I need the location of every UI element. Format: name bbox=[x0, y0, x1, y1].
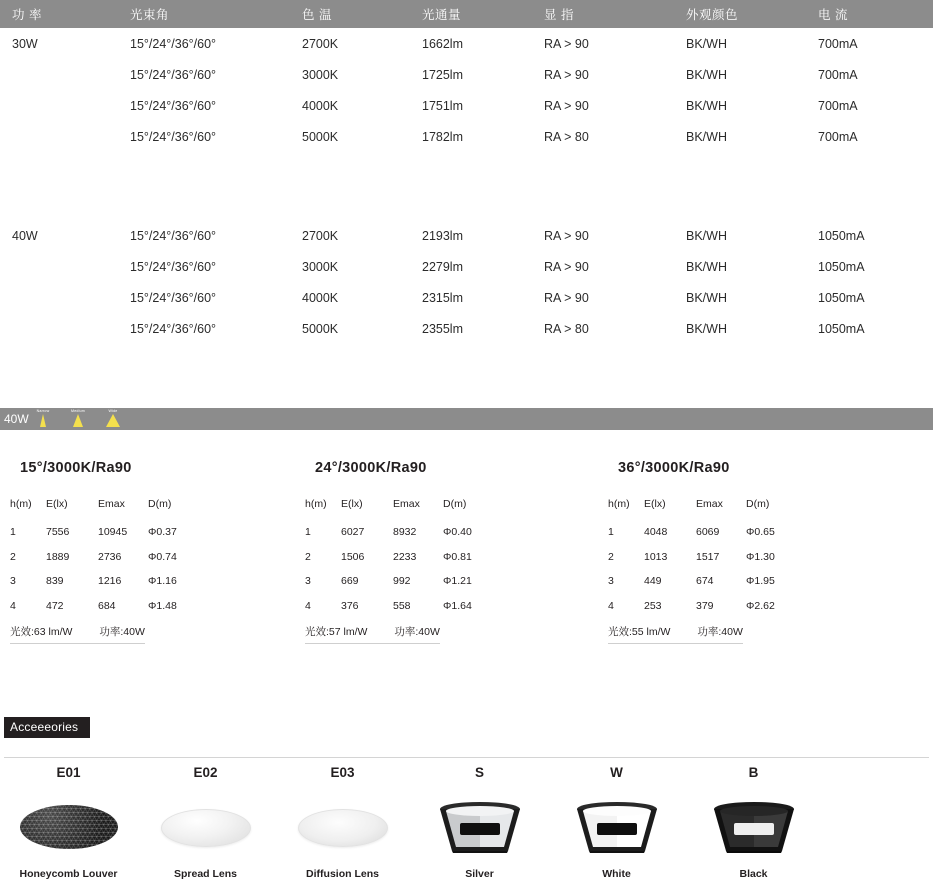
efficacy-summary bbox=[10, 622, 145, 644]
cell-power bbox=[0, 313, 124, 344]
power-value: 40W bbox=[123, 626, 145, 638]
cell-cct: 4000K bbox=[302, 290, 339, 305]
beam-angle-icon-group bbox=[32, 409, 124, 427]
cell-illuminance: 472 bbox=[46, 599, 64, 612]
photometric-title: 15°/3000K/Ra90 bbox=[20, 460, 132, 476]
table-row bbox=[0, 313, 933, 344]
cell-power: 30W bbox=[12, 36, 38, 51]
cone-narrow-shape-icon bbox=[40, 414, 46, 427]
cone-wide-shape-icon bbox=[106, 414, 120, 427]
accessory-code: S bbox=[474, 765, 484, 780]
cell-current: 1050mA bbox=[818, 228, 865, 243]
table-row bbox=[0, 59, 933, 90]
column-header-cct: 色 温 bbox=[300, 0, 420, 28]
cell-diameter: Φ1.16 bbox=[148, 575, 177, 588]
table-group-spacer bbox=[0, 152, 933, 220]
cell-power: 40W bbox=[12, 228, 38, 243]
photometric-header-height: h(m) bbox=[305, 498, 327, 510]
table-row bbox=[0, 121, 933, 152]
accessory-name: Honeycomb Louver bbox=[19, 868, 118, 880]
spacer-cell bbox=[0, 152, 933, 220]
photometric-row bbox=[305, 545, 503, 570]
photometric-row bbox=[305, 594, 503, 619]
photometric-header-emax: Emax bbox=[98, 498, 125, 510]
table-row bbox=[0, 90, 933, 121]
cell-height: 3 bbox=[608, 575, 614, 588]
cell-current: 700mA bbox=[818, 98, 858, 113]
cell-flux: 2315lm bbox=[422, 290, 463, 305]
black-reflector-icon bbox=[712, 801, 796, 855]
photometric-title: 24°/3000K/Ra90 bbox=[315, 460, 427, 476]
cell-emax: 684 bbox=[98, 599, 116, 612]
accessory-code: E02 bbox=[193, 765, 218, 780]
accessory-item-silver[interactable] bbox=[411, 765, 548, 880]
accessory-item-e03[interactable] bbox=[274, 765, 411, 880]
accessory-code: E01 bbox=[56, 765, 81, 780]
spread-lens-icon bbox=[161, 809, 251, 847]
cell-illuminance: 1889 bbox=[46, 550, 70, 563]
cell-color: BK/WH bbox=[686, 98, 727, 113]
photometric-header-illuminance: E(lx) bbox=[644, 498, 666, 510]
efficacy-label: 光效: bbox=[10, 626, 34, 638]
photometric-row bbox=[10, 569, 208, 594]
photometric-header-row bbox=[608, 498, 806, 520]
accessory-artwork bbox=[411, 799, 548, 857]
cell-height: 1 bbox=[305, 526, 311, 539]
cell-current: 700mA bbox=[818, 129, 858, 144]
white-reflector-icon bbox=[575, 801, 659, 855]
efficacy-value: 63 lm/W bbox=[33, 626, 73, 638]
accessory-item-e02[interactable] bbox=[137, 765, 274, 880]
accessory-item-white[interactable] bbox=[548, 765, 685, 880]
cell-beam: 15°/24°/36°/60° bbox=[130, 228, 217, 243]
cell-diameter: Φ1.64 bbox=[443, 599, 472, 612]
cell-height: 2 bbox=[608, 550, 614, 563]
photometric-row bbox=[10, 594, 208, 619]
cell-cri: RA > 90 bbox=[544, 98, 589, 113]
table-row bbox=[0, 251, 933, 282]
column-header-power: 功 率 bbox=[0, 0, 124, 28]
photometric-header-row bbox=[10, 498, 208, 520]
photometric-table bbox=[305, 498, 503, 618]
column-header-cri: 显 指 bbox=[542, 0, 684, 28]
beam-narrow-icon bbox=[32, 409, 54, 427]
efficacy-value: 55 lm/W bbox=[631, 626, 671, 638]
cell-diameter: Φ0.40 bbox=[443, 526, 472, 539]
cell-beam: 15°/24°/36°/60° bbox=[130, 259, 217, 274]
photometric-block-36deg bbox=[608, 460, 806, 644]
cell-power bbox=[0, 251, 124, 282]
cell-height: 1 bbox=[608, 526, 614, 539]
cell-power bbox=[0, 90, 124, 121]
cell-diameter: Φ0.65 bbox=[746, 526, 775, 539]
efficacy-label: 光效: bbox=[608, 626, 632, 638]
cell-color: BK/WH bbox=[686, 290, 727, 305]
cell-cri: RA > 90 bbox=[544, 259, 589, 274]
cell-color: BK/WH bbox=[686, 259, 727, 274]
cell-color: BK/WH bbox=[686, 129, 727, 144]
photometric-title: 36°/3000K/Ra90 bbox=[618, 460, 730, 476]
cell-current: 1050mA bbox=[818, 290, 865, 305]
column-header-luminous-flux: 光通量 bbox=[420, 0, 542, 28]
photometric-row bbox=[10, 545, 208, 570]
accessories-grid bbox=[0, 765, 933, 880]
photometric-header-diameter: D(m) bbox=[148, 498, 172, 510]
cell-color: BK/WH bbox=[686, 36, 727, 51]
cell-beam: 15°/24°/36°/60° bbox=[130, 290, 217, 305]
cell-diameter: Φ1.21 bbox=[443, 575, 472, 588]
diffusion-lens-icon bbox=[298, 809, 388, 847]
cell-beam: 15°/24°/36°/60° bbox=[130, 67, 217, 82]
power-label: 功率: bbox=[697, 626, 722, 638]
beam-wide-icon bbox=[102, 409, 124, 427]
cell-emax: 1216 bbox=[98, 575, 122, 588]
column-header-finish-color: 外观颜色 bbox=[684, 0, 816, 28]
cell-emax: 558 bbox=[393, 599, 411, 612]
photometric-header-row bbox=[305, 498, 503, 520]
photometric-header-emax: Emax bbox=[696, 498, 723, 510]
photometric-block-15deg bbox=[10, 460, 208, 644]
beam-medium-label: Medium bbox=[71, 409, 85, 413]
photometric-table bbox=[608, 498, 806, 618]
cell-beam: 15°/24°/36°/60° bbox=[130, 36, 217, 51]
photometric-row bbox=[608, 594, 806, 619]
cell-color: BK/WH bbox=[686, 228, 727, 243]
cell-cct: 2700K bbox=[302, 228, 339, 243]
accessory-name: Silver bbox=[465, 868, 494, 880]
photometric-row bbox=[305, 520, 503, 545]
cell-diameter: Φ1.95 bbox=[746, 575, 775, 588]
accessory-artwork bbox=[274, 799, 411, 857]
cell-diameter: Φ1.30 bbox=[746, 550, 775, 563]
cell-beam: 15°/24°/36°/60° bbox=[130, 129, 217, 144]
accessory-item-black[interactable] bbox=[685, 765, 822, 880]
photometric-header-diameter: D(m) bbox=[746, 498, 770, 510]
cell-emax: 2736 bbox=[98, 550, 122, 563]
photometrics-band bbox=[0, 408, 933, 430]
cell-diameter: Φ0.37 bbox=[148, 526, 177, 539]
table-header-row bbox=[0, 0, 933, 28]
photometric-header-height: h(m) bbox=[10, 498, 32, 510]
column-header-current: 电 流 bbox=[816, 0, 933, 28]
efficacy-value: 57 lm/W bbox=[328, 626, 368, 638]
cell-height: 4 bbox=[10, 599, 16, 612]
cell-power bbox=[0, 282, 124, 313]
cell-color: BK/WH bbox=[686, 67, 727, 82]
cell-illuminance: 1506 bbox=[341, 550, 365, 563]
photometric-header-emax: Emax bbox=[393, 498, 420, 510]
cell-current: 700mA bbox=[818, 67, 858, 82]
cell-flux: 2279lm bbox=[422, 259, 463, 274]
cell-diameter: Φ0.74 bbox=[148, 550, 177, 563]
cell-emax: 10945 bbox=[98, 526, 128, 539]
cell-illuminance: 449 bbox=[644, 575, 662, 588]
cell-height: 4 bbox=[305, 599, 311, 612]
accessory-artwork bbox=[137, 799, 274, 857]
cell-cri: RA > 80 bbox=[544, 129, 589, 144]
accessory-name: White bbox=[602, 868, 631, 880]
cell-cct: 2700K bbox=[302, 36, 339, 51]
accessory-code: E03 bbox=[330, 765, 355, 780]
band-power-label: 40W bbox=[4, 412, 29, 426]
cell-height: 3 bbox=[305, 575, 311, 588]
photometric-row bbox=[608, 545, 806, 570]
table-row bbox=[0, 28, 933, 59]
cell-cri: RA > 80 bbox=[544, 321, 589, 336]
cell-diameter: Φ0.81 bbox=[443, 550, 472, 563]
accessory-name: Black bbox=[739, 868, 768, 880]
cell-emax: 8932 bbox=[393, 526, 417, 539]
cone-medium-shape-icon bbox=[73, 414, 83, 427]
cell-illuminance: 376 bbox=[341, 599, 359, 612]
cell-power bbox=[0, 121, 124, 152]
accessories-section-label: Acceeeories bbox=[4, 717, 90, 738]
cell-current: 700mA bbox=[818, 36, 858, 51]
cell-diameter: Φ1.48 bbox=[148, 599, 177, 612]
cell-height: 3 bbox=[10, 575, 16, 588]
cell-illuminance: 839 bbox=[46, 575, 64, 588]
silver-reflector-icon bbox=[438, 801, 522, 855]
cell-height: 2 bbox=[305, 550, 311, 563]
cell-flux: 1751lm bbox=[422, 98, 463, 113]
cell-emax: 6069 bbox=[696, 526, 720, 539]
accessory-name: Diffusion Lens bbox=[306, 868, 379, 880]
table-row bbox=[0, 282, 933, 313]
photometric-row bbox=[608, 569, 806, 594]
photometric-block-24deg bbox=[305, 460, 503, 644]
cell-height: 1 bbox=[10, 526, 16, 539]
cell-emax: 1517 bbox=[696, 550, 720, 563]
photometric-row bbox=[608, 520, 806, 545]
cell-cct: 3000K bbox=[302, 259, 339, 274]
efficacy-summary bbox=[305, 622, 440, 644]
cell-cri: RA > 90 bbox=[544, 290, 589, 305]
cell-emax: 379 bbox=[696, 599, 714, 612]
honeycomb-louver-icon bbox=[20, 805, 118, 849]
accessory-artwork bbox=[0, 799, 137, 857]
cell-diameter: Φ2.62 bbox=[746, 599, 775, 612]
power-value: 40W bbox=[721, 626, 743, 638]
accessory-artwork bbox=[548, 799, 685, 857]
cell-illuminance: 1013 bbox=[644, 550, 668, 563]
accessory-code: W bbox=[610, 765, 623, 780]
cell-emax: 992 bbox=[393, 575, 411, 588]
photometric-table bbox=[10, 498, 208, 618]
table-row bbox=[0, 220, 933, 251]
cell-emax: 2233 bbox=[393, 550, 417, 563]
accessories-divider bbox=[4, 757, 929, 758]
efficacy-summary bbox=[608, 622, 743, 644]
beam-medium-icon bbox=[67, 409, 89, 427]
accessory-name: Spread Lens bbox=[173, 868, 238, 880]
accessory-item-e01[interactable] bbox=[0, 765, 137, 880]
cell-illuminance: 7556 bbox=[46, 526, 70, 539]
efficacy-label: 光效: bbox=[305, 626, 329, 638]
column-header-beam-angle: 光束角 bbox=[124, 0, 300, 28]
cell-cct: 5000K bbox=[302, 129, 339, 144]
cell-cct: 4000K bbox=[302, 98, 339, 113]
photometric-header-diameter: D(m) bbox=[443, 498, 467, 510]
photometric-header-height: h(m) bbox=[608, 498, 630, 510]
cell-cri: RA > 90 bbox=[544, 228, 589, 243]
power-label: 功率: bbox=[394, 626, 419, 638]
cell-height: 4 bbox=[608, 599, 614, 612]
cell-illuminance: 6027 bbox=[341, 526, 365, 539]
cell-emax: 674 bbox=[696, 575, 714, 588]
cell-illuminance: 253 bbox=[644, 599, 662, 612]
beam-wide-label: Wide bbox=[108, 409, 118, 413]
power-value: 40W bbox=[418, 626, 440, 638]
specification-table bbox=[0, 0, 933, 344]
accessory-artwork bbox=[685, 799, 822, 857]
photometric-header-illuminance: E(lx) bbox=[46, 498, 68, 510]
cell-current: 1050mA bbox=[818, 259, 865, 274]
cell-power bbox=[0, 59, 124, 90]
cell-flux: 2355lm bbox=[422, 321, 463, 336]
cell-illuminance: 4048 bbox=[644, 526, 668, 539]
cell-cct: 5000K bbox=[302, 321, 339, 336]
cell-cct: 3000K bbox=[302, 67, 339, 82]
cell-color: BK/WH bbox=[686, 321, 727, 336]
cell-illuminance: 669 bbox=[341, 575, 359, 588]
photometric-row bbox=[10, 520, 208, 545]
cell-flux: 1662lm bbox=[422, 36, 463, 51]
cell-beam: 15°/24°/36°/60° bbox=[130, 321, 217, 336]
cell-beam: 15°/24°/36°/60° bbox=[130, 98, 217, 113]
cell-height: 2 bbox=[10, 550, 16, 563]
cell-cri: RA > 90 bbox=[544, 36, 589, 51]
photometric-row bbox=[305, 569, 503, 594]
cell-cri: RA > 90 bbox=[544, 67, 589, 82]
accessory-code: B bbox=[748, 765, 759, 780]
photometric-header-illuminance: E(lx) bbox=[341, 498, 363, 510]
cell-flux: 1782lm bbox=[422, 129, 463, 144]
cell-current: 1050mA bbox=[818, 321, 865, 336]
power-label: 功率: bbox=[99, 626, 124, 638]
beam-narrow-label: Narrow bbox=[36, 409, 50, 413]
cell-flux: 1725lm bbox=[422, 67, 463, 82]
cell-flux: 2193lm bbox=[422, 228, 463, 243]
